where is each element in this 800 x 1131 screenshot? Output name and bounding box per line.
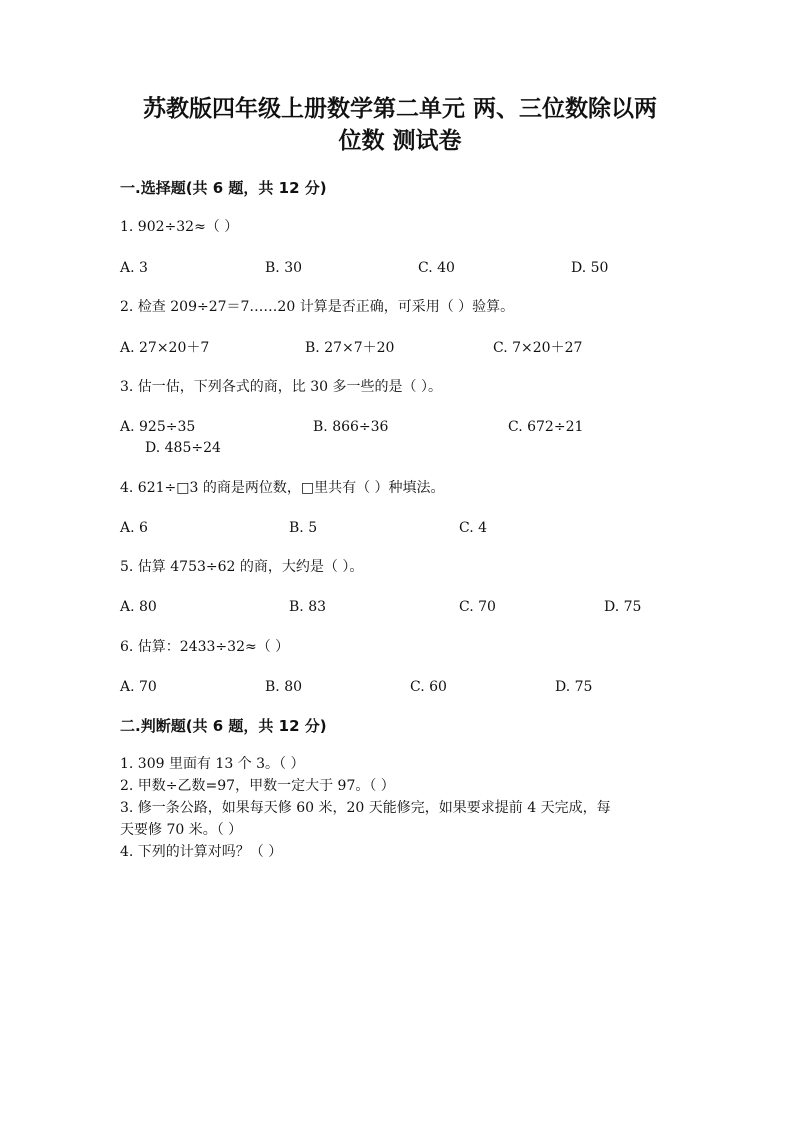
- title-line-2: 位数 测试卷: [338, 127, 462, 154]
- page-title: [100, 93, 700, 157]
- title-line-1: 苏教版四年级上册数学第二单元 两、三位数除以两: [142, 95, 657, 122]
- section-heading-judge: 二.判断题(共 6 题，共 12 分): [120, 717, 327, 735]
- q6-option-b: B. 80: [265, 679, 303, 695]
- choice-question-2: 2. 检查 209÷27＝7……20 计算是否正确，可采用（ ）验算。: [120, 299, 515, 315]
- q6-option-c: C. 60: [410, 679, 447, 695]
- q6-option-a: A. 70: [120, 679, 157, 695]
- choice-question-4: 4. 621÷□3 的商是两位数，□里共有（ ）种填法。: [120, 480, 445, 496]
- q1-option-c: C. 40: [418, 260, 455, 276]
- judge-question-3-line-2: 天要修 70 米。（ ）: [120, 822, 243, 838]
- q2-option-c: C. 7×20＋27: [493, 340, 583, 356]
- q5-option-d: D. 75: [604, 599, 642, 615]
- choice-question-6: 6. 估算：2433÷32≈（ ）: [120, 639, 290, 655]
- q1-option-b: B. 30: [265, 260, 303, 276]
- q1-option-a: A. 3: [120, 260, 148, 276]
- q5-option-b: B. 83: [289, 599, 327, 615]
- q3-option-c: C. 672÷21: [508, 419, 584, 435]
- judge-question-2: 2. 甲数÷乙数=97，甲数一定大于 97。（ ）: [120, 778, 395, 794]
- q6-option-d: D. 75: [555, 679, 593, 695]
- q3-option-a: A. 925÷35: [120, 419, 196, 435]
- q5-option-a: A. 80: [120, 599, 157, 615]
- q4-option-a: A. 6: [120, 520, 148, 536]
- judge-question-1: 1. 309 里面有 13 个 3。（ ）: [120, 756, 305, 772]
- judge-question-4: 4. 下列的计算对吗？（ ）: [120, 844, 283, 860]
- q3-option-d: D. 485÷24: [145, 440, 221, 456]
- q5-option-c: C. 70: [459, 599, 496, 615]
- q4-option-c: C. 4: [459, 520, 488, 536]
- q2-option-b: B. 27×7＋20: [305, 340, 395, 356]
- q1-option-d: D. 50: [571, 260, 609, 276]
- q3-option-b: B. 866÷36: [313, 419, 389, 435]
- choice-question-3: 3. 估一估，下列各式的商，比 30 多一些的是（ ）。: [120, 379, 442, 395]
- judge-question-3-line-1: 3. 修一条公路，如果每天修 60 米，20 天能修完，如果要求提前 4 天完成，每: [120, 800, 611, 816]
- q4-option-b: B. 5: [289, 520, 318, 536]
- q2-option-a: A. 27×20＋7: [120, 340, 210, 356]
- choice-question-1: 1. 902÷32≈（ ）: [120, 219, 239, 235]
- section-heading-choice: 一.选择题(共 6 题，共 12 分): [120, 179, 327, 197]
- choice-question-5: 5. 估算 4753÷62 的商，大约是（ ）。: [120, 559, 364, 575]
